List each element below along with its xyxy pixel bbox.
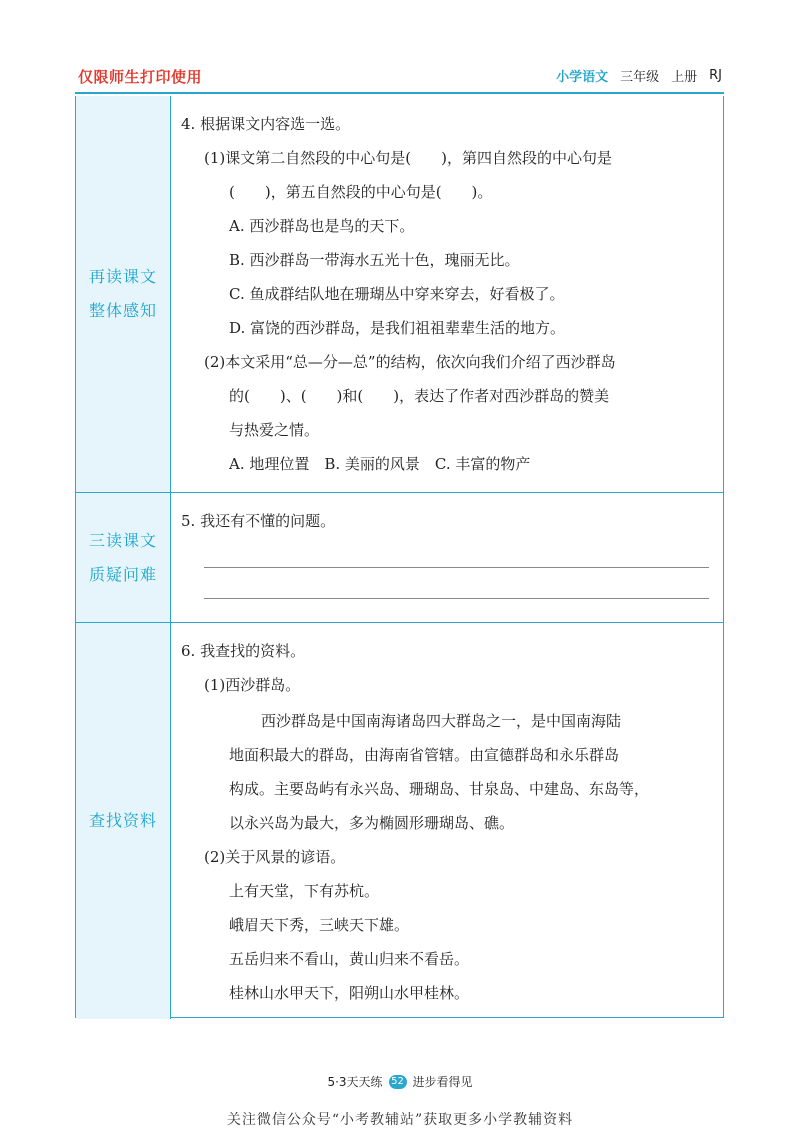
section-label <box>76 493 171 623</box>
print-usage-watermark: 仅限师生打印使用 <box>78 68 203 86</box>
question-5-title: 5. 我还有不懂的问题。 <box>181 512 336 530</box>
material-2-title: (2)关于风景的谚语。 <box>204 848 346 866</box>
material-1-title: (1)西沙群岛。 <box>204 676 301 694</box>
footer-slogan: 进步看得见 <box>412 1075 473 1089</box>
proverb-1: 上有天堂，下有苏杭。 <box>229 882 380 900</box>
grade-label: 三年级 <box>620 70 660 85</box>
header-divider <box>75 92 724 94</box>
section-label-line1: 查找资料 <box>88 811 157 830</box>
material-1-text-line2: 地面积最大的群岛，由海南省管辖。由宣德群岛和永乐群岛 <box>229 746 620 764</box>
option-c: C. 鱼成群结队地在珊瑚丛中穿来穿去，好看极了。 <box>229 285 565 303</box>
answer-blank-line-2[interactable] <box>204 598 709 599</box>
book-info <box>556 66 722 85</box>
section-label <box>76 623 171 1019</box>
question-4-part1-line1: (1)课文第二自然段的中心句是( )，第四自然段的中心句是 <box>204 149 612 167</box>
question-4-part1-line2: ( )，第五自然段的中心句是( )。 <box>229 183 493 201</box>
material-1-text-line1: 西沙群岛是中国南海诸岛四大群岛之一，是中国南海陆 <box>261 712 622 730</box>
footer-series-name: 5·3天天练 <box>327 1075 383 1089</box>
volume-label: 上册 <box>671 70 698 85</box>
worksheet-table <box>75 96 724 1018</box>
section-find-materials <box>76 622 723 1019</box>
question-4-part2-line3: 与热爱之情。 <box>229 421 320 439</box>
question-4-title: 4. 根据课文内容选一选。 <box>181 115 351 133</box>
section-third-read-questions <box>76 492 723 623</box>
option-b: B. 西沙群岛一带海水五光十色，瑰丽无比。 <box>229 251 520 269</box>
option-a: A. 西沙群岛也是鸟的天下。 <box>229 217 415 235</box>
section-label-line2: 质疑问难 <box>88 565 157 584</box>
material-1-text-line4: 以永兴岛为最大，多为椭圆形珊瑚岛、礁。 <box>229 814 515 832</box>
edition-label: RJ <box>709 68 722 83</box>
page-number-badge: 52 <box>389 1075 407 1089</box>
section-content <box>171 96 723 492</box>
section-content <box>171 623 723 1019</box>
answer-blank-line-1[interactable] <box>204 567 709 568</box>
proverb-4: 桂林山水甲天下，阳朔山水甲桂林。 <box>229 984 470 1002</box>
section-content <box>171 493 723 623</box>
question-4-part2-line2: 的( )、( )和( )，表达了作者对西沙群岛的赞美 <box>229 387 610 405</box>
section-label <box>76 96 171 492</box>
section-label-line1: 再读课文 <box>88 267 157 286</box>
question-4-part2-options: A. 地理位置 B. 美丽的风景 C. 丰富的物产 <box>229 455 531 473</box>
proverb-2: 峨眉天下秀，三峡天下雄。 <box>229 916 410 934</box>
question-4-part2-line1: (2)本文采用“总—分—总”的结构，依次向我们介绍了西沙群岛 <box>204 353 616 371</box>
section-label-line1: 三读课文 <box>88 531 157 550</box>
question-6-title: 6. 我查找的资料。 <box>181 642 306 660</box>
section-reread-overview <box>76 96 723 492</box>
subject-label: 小学语文 <box>556 70 609 85</box>
section-label-line2: 整体感知 <box>88 301 157 320</box>
wechat-promo-note: 关注微信公众号“小考教辅站”获取更多小学教辅资料 <box>226 1112 574 1128</box>
page-footer <box>0 1073 800 1090</box>
material-1-text-line3: 构成。主要岛屿有永兴岛、珊瑚岛、甘泉岛、中建岛、东岛等， <box>229 780 650 798</box>
option-d: D. 富饶的西沙群岛，是我们祖祖辈辈生活的地方。 <box>229 319 566 337</box>
proverb-3: 五岳归来不看山，黄山归来不看岳。 <box>229 950 470 968</box>
